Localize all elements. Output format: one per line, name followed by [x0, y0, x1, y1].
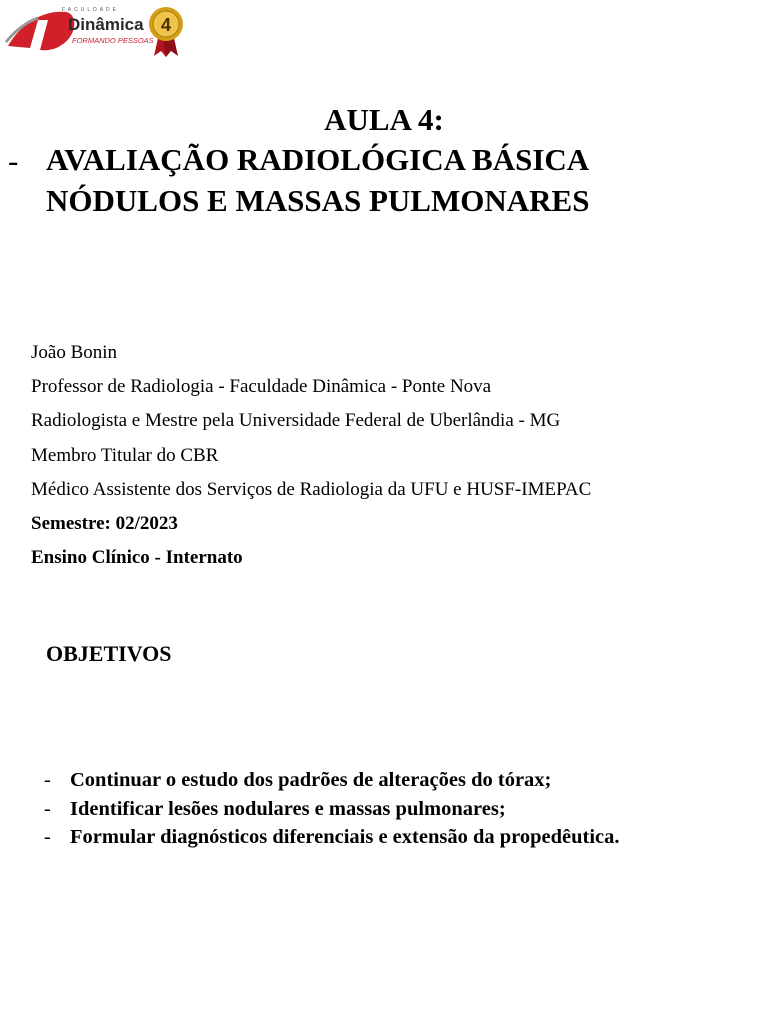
semester: Semestre: 02/2023 [31, 513, 178, 535]
faculdade-dinamica-logo [4, 2, 194, 58]
lecture-title-line1: AVALIAÇÃO RADIOLÓGICA BÁSICA [46, 142, 590, 177]
lecture-title-line2: NÓDULOS E MASSAS PULMONARES [46, 183, 590, 218]
author-info [31, 336, 591, 575]
bullet-marker: - [44, 826, 51, 849]
objective-text: Identificar lesões nodulares e massas pulmonares; [70, 797, 506, 820]
list-item [44, 823, 620, 852]
objectives-heading: OBJETIVOS [46, 641, 172, 666]
objective-text: Continuar o estudo dos padrões de alterações do tórax; [70, 769, 552, 791]
objectives-list [44, 766, 620, 852]
list-item [44, 766, 620, 795]
author-role-cbr: Membro Titular do CBR [31, 444, 219, 466]
bullet-marker: - [44, 769, 51, 791]
author-name: João Bonin [31, 342, 118, 363]
lecture-number: AULA 4: [324, 102, 444, 137]
author-role-assistant: Médico Assistente dos Serviços de Radiologia da UFU e HUSF-IMEPAC [31, 478, 592, 500]
title-dash: - [8, 143, 19, 178]
logo-tagline: FORMANDO PESSOAS [72, 36, 154, 45]
list-item [44, 795, 620, 824]
author-role-professor: Professor de Radiologia - Faculdade Dinâmica - Ponte Nova [31, 376, 492, 398]
author-role-radiologist: Radiologista e Mestre pela Universidade Federal de Uberlândia - MG [31, 410, 561, 432]
award-seal-icon [149, 7, 183, 57]
bullet-marker: - [44, 797, 51, 820]
seal-number: 4 [160, 15, 172, 35]
objective-text: Formular diagnósticos diferenciais e extensão da propedêutica. [70, 826, 620, 849]
logo-small-text: FACULDADE [62, 7, 120, 13]
logo-brand-text: Dinâmica [68, 15, 144, 34]
course: Ensino Clínico - Internato [31, 547, 243, 569]
